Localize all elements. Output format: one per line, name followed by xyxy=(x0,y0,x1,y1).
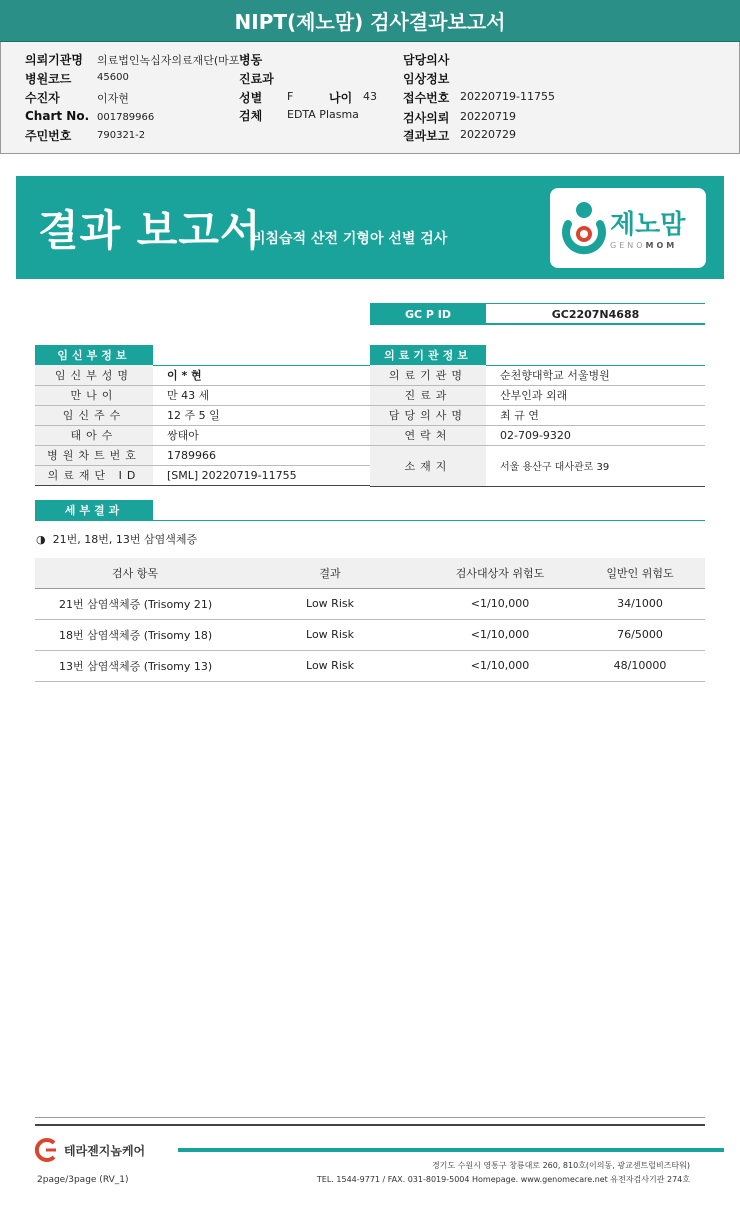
clinical-info-label: 임상정보 xyxy=(403,72,450,86)
report-date-value: 20220729 xyxy=(460,128,516,141)
rrn-label: 주민번호 xyxy=(25,129,72,143)
request-date-value: 20220719 xyxy=(460,110,516,123)
request-date-label: 검사의뢰 xyxy=(403,111,450,125)
divider xyxy=(35,520,705,521)
half-circle-icon: ◑ xyxy=(36,533,46,546)
company-name: 테라젠지놈케어 xyxy=(64,1144,146,1158)
rrn-value: 790321-2 xyxy=(97,130,146,141)
chart-no-label: Chart No. xyxy=(25,109,90,123)
genomom-mark-icon xyxy=(558,198,610,258)
institution-value: 의료법인녹십자의료재단(마포 xyxy=(97,54,240,67)
age-label: 나이 xyxy=(329,91,353,105)
pregnant-info-table: 임신부성명 이 * 현 만나이 만 43 세 임신주수 12 주 5 일 태아수 쌍태아 병원차트번호 1789966 의료재단 ID [SML] 20220719-11755 xyxy=(35,365,370,486)
page-number: 2page/3page (RV_1) xyxy=(37,1175,129,1185)
tab-institution-info: 의료기관정보 xyxy=(370,345,486,365)
genomom-logo xyxy=(550,188,706,268)
header-info xyxy=(0,42,740,154)
banner-title: 결과 보고서 xyxy=(38,206,262,255)
institution-info-table: 의료기관명 순천향대학교 서울병원 진료과 산부인과 외래 담당의사명 최 규 연 연락처 02-709-9320 소재지 서울 용산구 대사관로 39 xyxy=(370,365,705,487)
table-header: 검사 항목 결과 검사대상자 위험도 일반인 위험도 xyxy=(35,558,705,588)
specimen-label: 검체 xyxy=(239,109,263,123)
sex-value: F xyxy=(287,90,294,103)
banner-subtitle: 비침습적 산전 기형아 선별 검사 xyxy=(252,231,448,247)
result-banner xyxy=(16,176,724,279)
logo-korean: 제노맘 xyxy=(610,210,686,240)
receipt-no-value: 20220719-11755 xyxy=(460,90,555,103)
company-logo xyxy=(32,1138,146,1166)
footer-divider xyxy=(35,1124,705,1126)
address-line: 경기도 수원시 영통구 창룡대로 260, 810호(이의동, 광교센트럴비즈타워) xyxy=(431,1161,690,1170)
specimen-value: EDTA Plasma xyxy=(287,108,359,121)
results-table xyxy=(35,558,705,682)
hospital-code-value: 45600 xyxy=(97,72,129,83)
report-title: NIPT(제노맘) 검사결과보고서 xyxy=(0,0,740,42)
patient-label: 수진자 xyxy=(25,91,60,105)
footer-divider xyxy=(35,1117,705,1118)
chart-no-value: 001789966 xyxy=(97,112,155,123)
tab-details: 세부결과 xyxy=(35,500,153,520)
receipt-no-label: 접수번호 xyxy=(403,91,450,105)
institution-label: 의뢰기관명 xyxy=(25,53,83,67)
sex-label: 성별 xyxy=(239,91,263,105)
age-value: 43 xyxy=(363,90,377,103)
company-mark-icon xyxy=(32,1138,60,1162)
hospital-code-label: 병원코드 xyxy=(25,72,72,86)
details-bullet xyxy=(36,531,197,547)
patient-value: 이자현 xyxy=(97,92,129,105)
table-row: 18번 삼염색체증 (Trisomy 18) Low Risk <1/10,000 76/5000 xyxy=(35,619,705,650)
tab-pregnant-info: 임신부정보 xyxy=(35,345,153,365)
footer-address xyxy=(317,1159,690,1187)
report-date-label: 결과보고 xyxy=(403,129,450,143)
logo-english: GENOMOM xyxy=(610,241,678,250)
table-row: 21번 삼염색체증 (Trisomy 21) Low Risk <1/10,000 34/1000 xyxy=(35,588,705,619)
gc-pid-value: GC2207N4688 xyxy=(551,307,640,321)
dept-label: 진료과 xyxy=(239,72,274,86)
ward-label: 병동 xyxy=(239,53,263,67)
table-row: 13번 삼염색체증 (Trisomy 13) Low Risk <1/10,000 48/10000 xyxy=(35,650,705,681)
footer-accent-bar xyxy=(178,1148,724,1152)
gc-pid-label: GC P ID xyxy=(370,304,486,324)
gc-pid xyxy=(370,303,705,325)
doctor-label: 담당의사 xyxy=(403,53,450,67)
details-bullet-text: 21번, 18번, 13번 삼염색체증 xyxy=(52,533,198,546)
contact-line: TEL. 1544-9771 / FAX. 031-8019-5004 Homepage. www.genomecare.net 유전자검사기관 274호 xyxy=(316,1175,690,1184)
